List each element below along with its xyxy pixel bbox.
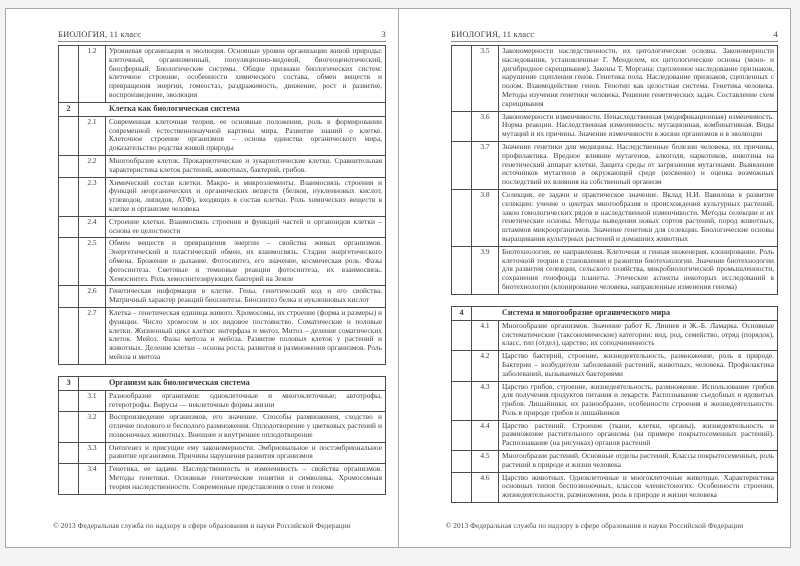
topic-text: Значение генетики для медицины. Наследственные болезни человека, их причины, профилактика. Вредное влияние мутагенов, алкоголя, наркотиков, никотина на генетический аппарат клетки. Защита среды от загрязнения мутагенами. Выявление источников мутагенов в окружающей среде (косвенно) и оценка возможных последствий их влияния на собственный организм bbox=[499, 141, 778, 189]
topic-row bbox=[59, 412, 386, 442]
topic-text: Царство растений. Строение (ткани, клетки, органы), жизнедеятельность и размножение растительного организма (на примере покрытосеменных растений). Распознавание (на рисунках) органов растений bbox=[499, 420, 778, 450]
page-number: 3 bbox=[381, 29, 386, 39]
topic-row bbox=[59, 286, 386, 308]
topic-row bbox=[452, 351, 778, 381]
topic-row bbox=[59, 238, 386, 286]
major-number-cell bbox=[59, 116, 79, 155]
major-number-cell bbox=[452, 320, 472, 350]
topic-row bbox=[59, 464, 386, 494]
section-number: 4 bbox=[452, 306, 472, 320]
topic-row bbox=[452, 451, 778, 473]
topic-text: Многообразие клеток. Прокариотические и эукариотические клетки. Сравнительная характеристика клеток растений, животных, бактерий, грибов. bbox=[106, 155, 386, 177]
major-number-cell bbox=[452, 189, 472, 246]
topic-number: 2.7 bbox=[79, 307, 106, 364]
topic-number: 2.5 bbox=[79, 238, 106, 286]
topic-table bbox=[58, 45, 386, 365]
topic-number: 3.9 bbox=[472, 246, 499, 294]
topic-text: Царство животных. Одноклеточные и многоклеточные животные. Характеристика основных типов беспозвоночных, классов членистоногих. Особенности строения, жизнедеятельности, размножения, роль в природе и жизни человека bbox=[499, 472, 778, 502]
major-number-cell bbox=[59, 46, 79, 103]
page-header bbox=[451, 29, 778, 42]
topic-row bbox=[59, 177, 386, 216]
topic-number: 3.4 bbox=[79, 464, 106, 494]
topic-text: Современная клеточная теория, ее основные положения, роль в формировании современной естественнонаучной картины мира. Развитие знаний о клетке. Клеточное строение организмов – основа единства органического мира, доказательство родства живой природы bbox=[106, 116, 386, 155]
topic-text: Царство грибов, строение, жизнедеятельность, размножение. Использование грибов для получения продуктов питания и лекарств. Распознавание съедобных и ядовитых грибов. Лишайники, их разнообразие, особенности строения и жизнедеятельности. Роль в природе грибов и лишайников bbox=[499, 381, 778, 420]
topic-row bbox=[452, 111, 778, 141]
major-number-cell bbox=[452, 351, 472, 381]
major-number-cell bbox=[59, 412, 79, 442]
topic-number: 3.6 bbox=[472, 111, 499, 141]
topic-row bbox=[452, 472, 778, 502]
major-number-cell bbox=[59, 216, 79, 238]
major-number-cell bbox=[59, 155, 79, 177]
topic-row bbox=[59, 46, 386, 103]
major-number-cell bbox=[59, 177, 79, 216]
topic-number: 4.1 bbox=[472, 320, 499, 350]
major-number-cell bbox=[452, 46, 472, 112]
major-number-cell bbox=[452, 420, 472, 450]
major-number-cell bbox=[452, 472, 472, 502]
document-title: БИОЛОГИЯ, 11 класс bbox=[58, 29, 142, 39]
footer-copyright: © 2013 Федеральная служба по надзору в сфере образования и науки Российской Федерации bbox=[53, 521, 351, 530]
topic-number: 4.4 bbox=[472, 420, 499, 450]
topic-text: Уровневая организация и эволюция. Основные уровни организации живой природы: клеточный, организменный, популяционно-видовой, биогеоценотический, биосферный. Биологические системы. Общие признаки биологических систем: клеточное строение, особенности химического состава, обмен веществ и превращения энергии, гомеостаз, раздражимость, движение, рост и развитие, воспроизведение, эволюция bbox=[106, 46, 386, 103]
topic-number: 2.2 bbox=[79, 155, 106, 177]
topic-row bbox=[59, 155, 386, 177]
section-header-row bbox=[59, 102, 386, 116]
topic-text: Разнообразие организмов: одноклеточные и многоклеточные; автотрофы, гетеротрофы. Вирусы — неклеточные формы жизни bbox=[106, 390, 386, 412]
topic-text: Биотехнология, ее направления. Клеточная и генная инженерия, клонирование. Роль клеточной теории в становлении и развитии биотехнологии. Значение биотехнологии для развития селекции, сельского хозяйства, микробиологической промышленности, сохранения генофонда планеты. Этические аспекты некоторых исследований в биотехнологии (клонирование человека, направленные изменения генома) bbox=[499, 246, 778, 294]
major-number-cell bbox=[452, 111, 472, 141]
topic-number: 3.2 bbox=[79, 412, 106, 442]
topic-text: Строение клетки. Взаимосвязь строения и функций частей и органоидов клетки – основа ее целостности bbox=[106, 216, 386, 238]
topic-table bbox=[58, 376, 386, 495]
page-header bbox=[58, 29, 386, 42]
topic-number: 2.4 bbox=[79, 216, 106, 238]
topic-number: 4.5 bbox=[472, 451, 499, 473]
topic-row bbox=[59, 116, 386, 155]
topic-row bbox=[59, 442, 386, 464]
major-number-cell bbox=[59, 464, 79, 494]
page-left bbox=[6, 9, 398, 547]
topic-table bbox=[451, 45, 778, 295]
topic-row bbox=[452, 320, 778, 350]
topic-row bbox=[452, 420, 778, 450]
section-number: 2 bbox=[59, 102, 79, 116]
topic-number: 2.3 bbox=[79, 177, 106, 216]
topic-tables bbox=[58, 45, 386, 495]
major-number-cell bbox=[452, 141, 472, 189]
topic-number: 1.2 bbox=[79, 46, 106, 103]
topic-text: Многообразие организмов. Значение работ К. Линнея и Ж.-Б. Ламарка. Основные систематические (таксономические) категории: вид, род, семейство, отряд (порядок), класс, тип (отдел), царство; их соподчиненность bbox=[499, 320, 778, 350]
page-number: 4 bbox=[773, 29, 778, 39]
topic-text: Клетка – генетическая единица живого. Хромосомы, их строение (форма и размеры) и функции. Число хромосом и их видовое постоянство. Соматические и половые клетки. Жизненный цикл клетки: интерфаза и митоз. Митоз – деление соматических клеток. Мейоз. Фазы митоза и мейоза. Развитие половых клеток у растений и животных. Деление клетки – основа роста, развития и размножения организмов. Роль мейоза и митоза bbox=[106, 307, 386, 364]
topic-number: 3.8 bbox=[472, 189, 499, 246]
topic-number: 4.2 bbox=[472, 351, 499, 381]
topic-row bbox=[59, 307, 386, 364]
topic-number: 3.1 bbox=[79, 390, 106, 412]
topic-text: Онтогенез и присущие ему закономерности. Эмбриональное и постэмбриональное развитие организмов. Причины нарушения развития организмов bbox=[106, 442, 386, 464]
topic-text: Закономерности наследственности, их цитологические основы. Закономерности наследования, установленные Г. Менделем, их цитологические основы (моно- и дигибридное скрещивание). Законы Т. Моргана: сцепленное наследование признаков, нарушение сцепления генов. Генетика пола. Наследование признаков, сцепленных с полом. Взаимодействие генов. Генотип как целостная система. Генетика человека. Методы изучения генетики человека. Решение генетических задач. Составление схем скрещивания bbox=[499, 46, 778, 112]
topic-number: 4.6 bbox=[472, 472, 499, 502]
topic-number: 3.7 bbox=[472, 141, 499, 189]
topic-text: Селекция, ее задачи и практическое значение. Вклад Н.И. Вавилова в развитие селекции: учение о центрах многообразия и происхождения культурных растений, закон гомологических рядов в наследственной изменчивости. Методы селекции и их генетические основы. Методы выведения новых сортов растений, пород животных, штаммов микроорганизмов. Значение генетики для селекции. Биологические основы выращивания культурных растений и домашних животных bbox=[499, 189, 778, 246]
topic-number: 2.1 bbox=[79, 116, 106, 155]
topic-text: Закономерности изменчивости. Ненаследственная (модификационная) изменчивость. Норма реакции. Наследственная изменчивость: мутационная, комбинативная. Виды мутаций и их причины. Значение изменчивости в жизни организмов и в эволюции bbox=[499, 111, 778, 141]
section-number: 3 bbox=[59, 376, 79, 390]
topic-number: 3.5 bbox=[472, 46, 499, 112]
topic-row bbox=[452, 46, 778, 112]
major-number-cell bbox=[59, 307, 79, 364]
topic-text: Царство бактерий, строение, жизнедеятельность, размножение, роль в природе. Бактерии – возбудители заболеваний растений, животных, человека. Профилактика заболеваний, вызываемых бактериями bbox=[499, 351, 778, 381]
topic-row bbox=[452, 381, 778, 420]
topic-text: Обмен веществ и превращения энергии – свойства живых организмов. Энергетический и пластический обмен, их взаимосвязь. Стадии энергетического обмена. Брожение и дыхание. Фотосинтез, его значение, космическая роль. Фазы фотосинтеза. Световые и темновые реакции фотосинтеза, их взаимосвязь. Хемосинтез. Роль хемосинтезирующих бактерий на Земле bbox=[106, 238, 386, 286]
major-number-cell bbox=[59, 442, 79, 464]
major-number-cell bbox=[452, 381, 472, 420]
topic-row bbox=[452, 141, 778, 189]
topic-row bbox=[59, 216, 386, 238]
topic-number: 4.3 bbox=[472, 381, 499, 420]
topic-text: Воспроизведение организмов, его значение. Способы размножения, сходство и отличие полового и бесполого размножения. Оплодотворение у цветковых растений и позвоночных животных. Внешнее и внутреннее оплодотворение bbox=[106, 412, 386, 442]
section-title: Организм как биологическая система bbox=[79, 376, 386, 390]
section-title: Система и многообразие органического мира bbox=[472, 306, 778, 320]
topic-row bbox=[452, 246, 778, 294]
topic-table bbox=[451, 306, 778, 503]
topic-text: Многообразие растений. Основные отделы растений. Классы покрытосеменных, роль растений в природе и жизни человека bbox=[499, 451, 778, 473]
topic-text: Генетическая информация в клетке. Гены, генетический код и его свойства. Матричный характер реакций биосинтеза. Биосинтез белка и нуклеиновых кислот bbox=[106, 286, 386, 308]
major-number-cell bbox=[59, 286, 79, 308]
document-title: БИОЛОГИЯ, 11 класс bbox=[451, 29, 535, 39]
topic-text: Химический состав клетки. Макро- и микроэлементы. Взаимосвязь строения и функций неорганических и органических веществ (белков, нуклеиновых кислот, углеводов, липидов, АТФ), входящих в состав клетки. Роль химических веществ в клетке и организме человека bbox=[106, 177, 386, 216]
footer-copyright: © 2013 Федеральная служба по надзору в сфере образования и науки Российской Федерации bbox=[445, 521, 744, 530]
topic-text: Генетика, ее задачи. Наследственность и изменчивость – свойства организмов. Методы генетики. Основные генетические понятия и символика. Хромосомная теория наследственности. Современные представления о гене и геноме bbox=[106, 464, 386, 494]
major-number-cell bbox=[452, 451, 472, 473]
topic-row bbox=[59, 390, 386, 412]
major-number-cell bbox=[59, 390, 79, 412]
major-number-cell bbox=[59, 238, 79, 286]
topic-tables bbox=[451, 45, 778, 503]
page-spread bbox=[5, 8, 791, 548]
page-right bbox=[398, 9, 790, 547]
section-title: Клетка как биологическая система bbox=[79, 102, 386, 116]
major-number-cell bbox=[452, 246, 472, 294]
section-header-row bbox=[452, 306, 778, 320]
section-header-row bbox=[59, 376, 386, 390]
topic-number: 3.3 bbox=[79, 442, 106, 464]
topic-number: 2.6 bbox=[79, 286, 106, 308]
topic-row bbox=[452, 189, 778, 246]
